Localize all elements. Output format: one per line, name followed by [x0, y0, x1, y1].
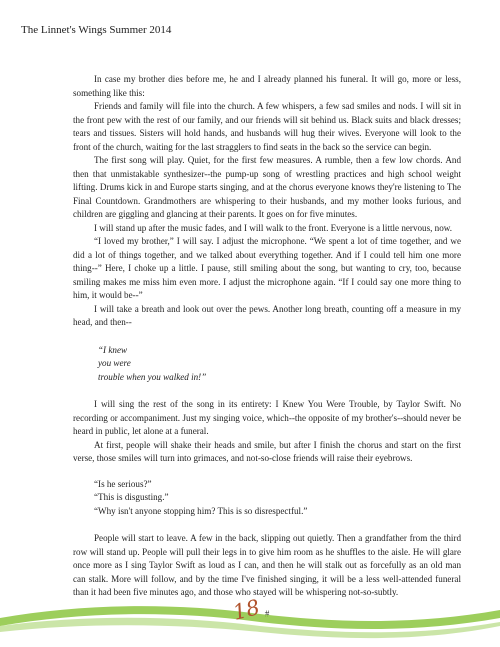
- dialog-line: “This is disgusting.”: [94, 492, 169, 502]
- lyric-line: you were: [98, 358, 131, 368]
- section-marker: #: [264, 608, 270, 619]
- dialog-line: “Why isn't anyone stopping him? This is so disrespectful.”: [94, 505, 308, 516]
- paragraph: At first, people will shake their heads and smile, but after I finish the chorus and start on the first verse, those smiles will turn into grimaces, and not-so-close friends will raise their eyebrows.: [73, 439, 461, 463]
- paragraph: I will stand up after the music fades, and I will walk to the front. Everyone is a little nervous, now.: [94, 222, 453, 233]
- dialog-block: [94, 478, 461, 519]
- paragraph: The first song will play. Quiet, for the first few measures. A rumble, then a few low chords. And then that unmistakable synthesizer--the pump-up song of wrestling practices and high school weight lifting. Drums kick in and Europe starts singing, and at the chorus everyone knows they're listening to The Final Countdown. Grandmothers are whispering to their husbands, and my mother looks furious, and children are giggling and glancing at their parents. It goes on for five minutes.: [73, 155, 461, 219]
- dialog-line: “Is he serious?”: [94, 478, 152, 489]
- paragraph: People will start to leave. A few in the back, slipping out quietly. Then a grandfather from the third row will stand up. People will pull their legs in to give him room as he shuffles to the aisle. He will glare once more as I sing Taylor Swift as loud as I can, and then he will stalk out as forcefully as an old man can stalk. More will follow, and by the time I've finished singing, it will be a less well-attended funeral than it had been five minutes ago, and those who stayed will be whispering not-so-subtly.: [73, 533, 461, 597]
- lyric-quote: [98, 344, 461, 385]
- paragraph: “I loved my brother,” I will say. I adjust the microphone. “We spent a lot of time together, and we did a lot of things together, and we talked about everything together. And if I could tell him one more thing--” Here, I choke up a little. I pause, still smiling about the song, but wanting to cry, too, because smiling makes me miss him even more. I adjust the microphone again. “If I could say one more thing to him, it would be--”: [73, 236, 461, 300]
- paragraph: In case my brother dies before me, he and I already planned his funeral. It will go, more or less, something like this:: [73, 74, 461, 98]
- article-body: [73, 73, 461, 621]
- paragraph: Friends and family will file into the church. A few whispers, a few sad smiles and nods. I will sit in the front pew with the rest of our family, and our friends will sit behind us. Black suits and black dresses; tears and tissues. Sisters will hold hands, and husbands will hug their wives. Everyone will look to the front of the church, waiting for the last stragglers to find seats in the back so the service can begin.: [73, 101, 461, 152]
- lyric-line: trouble when you walked in!”: [98, 371, 207, 382]
- lyric-line: “I knew: [98, 344, 128, 355]
- page-number: 18: [230, 595, 263, 625]
- running-header: The Linnet's Wings Summer 2014: [21, 24, 172, 36]
- paragraph: I will sing the rest of the song in its entirety: I Knew You Were Trouble, by Taylor Swift. No recording or accompaniment. Just my singing voice, which--the opposite of my brother's--should never be heard in public, let alone at a funeral.: [73, 399, 461, 436]
- paragraph: I will take a breath and look out over the pews. Another long breath, counting off a measure in my head, and then--: [73, 303, 461, 327]
